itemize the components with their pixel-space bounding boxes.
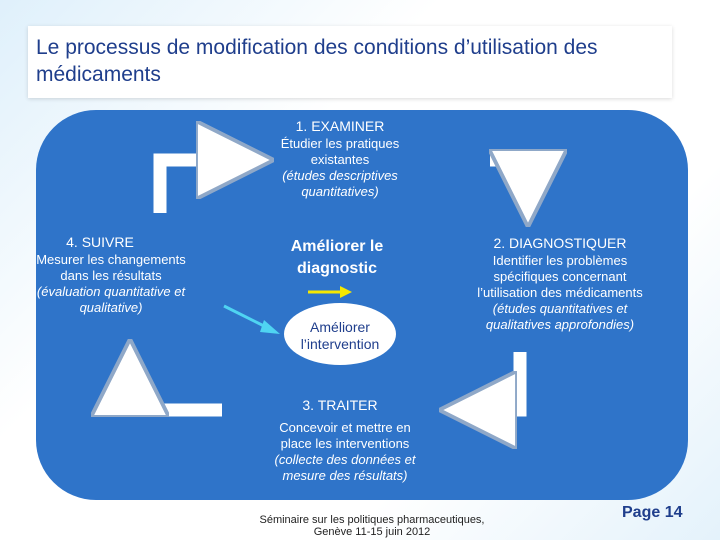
desc-italic-line: (collecte des données et [274, 452, 416, 467]
step-traiter-label: 3. TRAITER [302, 397, 378, 413]
center-line: diagnostic [296, 260, 377, 277]
arrow-diagonal-icon [224, 306, 268, 328]
cycle-arrow-icon [130, 378, 222, 410]
desc-italic-line: mesure des résultats) [282, 468, 408, 483]
cycle-arrow-icon [490, 160, 528, 188]
improve-intervention-text [284, 319, 396, 353]
step-suivre-label: 4. SUIVRE [66, 234, 134, 250]
desc-line: Mesurer les changements [36, 252, 186, 267]
cycle-arrow-icon [478, 352, 520, 410]
desc-line: Identifier les problèmes [492, 253, 628, 268]
desc-italic-line: qualitatives approfondies) [485, 317, 635, 332]
improve-intervention-bubble [284, 303, 396, 365]
desc-line: Étudier les pratiques [280, 136, 400, 151]
desc-italic-line: quantitatives) [301, 184, 379, 199]
step-examiner-desc [250, 136, 430, 200]
step-examiner-label: 1. EXAMINER [295, 118, 385, 134]
slide-title: Le processus de modification des conditions d’utilisation des médicaments [36, 36, 598, 86]
desc-italic-line: qualitative) [79, 300, 143, 315]
arrow-diagonal-icon [260, 320, 280, 334]
step-suivre-desc [18, 252, 204, 316]
step-diagnostiquer-label: 2. DIAGNOSTIQUER [493, 235, 627, 251]
page-number: Page 14 [622, 504, 683, 521]
bubble-line: Améliorer [310, 319, 370, 335]
footer-line: Séminaire sur les politiques pharmaceutiques, [259, 514, 485, 526]
desc-line: dans les résultats [60, 268, 162, 283]
desc-italic-line: (études descriptives [282, 168, 398, 183]
bubble-line: l’intervention [300, 336, 380, 352]
center-line: Améliorer le [290, 238, 384, 255]
desc-line: existantes [310, 152, 370, 167]
desc-italic-line: (études quantitatives et [492, 301, 628, 316]
improve-diagnostic-text [262, 236, 412, 280]
desc-line: spécifiques concernant [493, 269, 627, 284]
desc-line: Concevoir et mettre en [279, 420, 411, 435]
footer-line: Genève 11-15 juin 2012 [313, 526, 431, 538]
desc-line: l’utilisation des médicaments [477, 285, 643, 300]
desc-italic-line: (évaluation quantitative et [36, 284, 186, 299]
footer [232, 514, 512, 538]
arrow-right-icon [340, 286, 352, 298]
cycle-arrow-icon [160, 160, 235, 213]
step-diagnostiquer-desc [455, 253, 665, 333]
desc-line: place les interventions [280, 436, 410, 451]
step-traiter-desc [255, 420, 435, 484]
